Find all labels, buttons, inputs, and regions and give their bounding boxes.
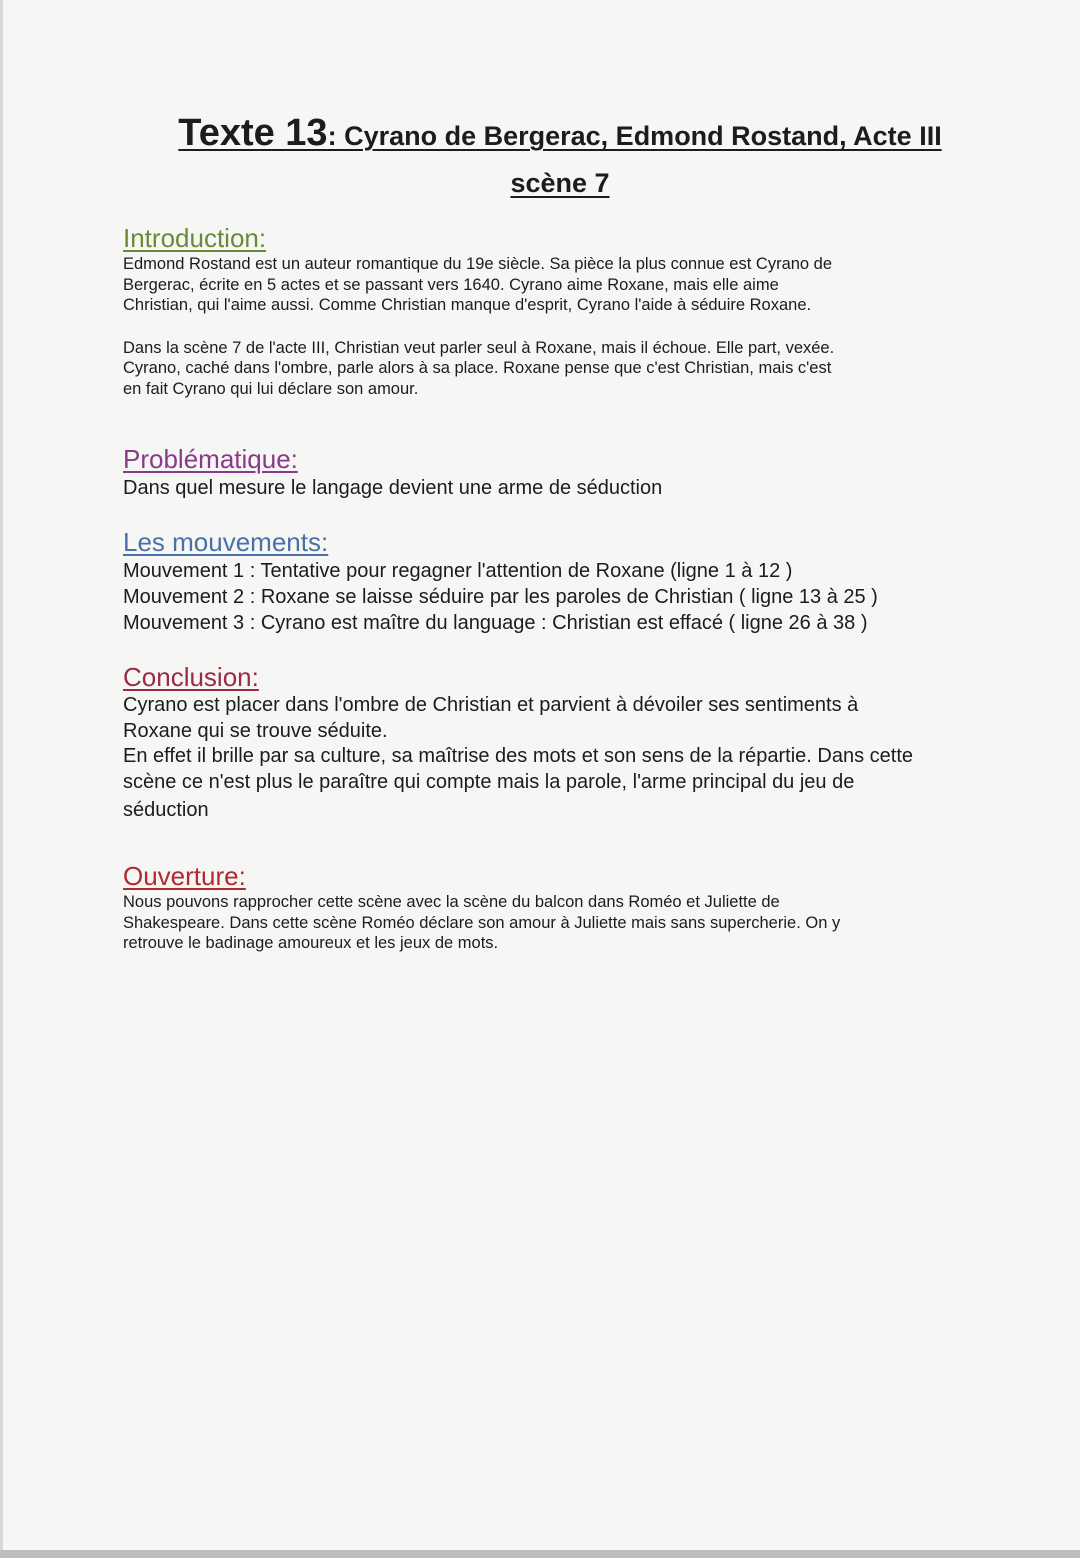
text-line: scène ce n'est plus le paraître qui compte mais la parole, l'arme principal du jeu de <box>123 770 855 793</box>
conclusion-heading: Conclusion: <box>123 662 259 692</box>
ouverture-heading: Ouverture: <box>123 861 246 891</box>
mouvement-item-2: Mouvement 2 : Roxane se laisse séduire par les paroles de Christian ( ligne 13 à 25 ) <box>123 586 878 608</box>
problematique-text: Dans quel mesure le langage devient une arme de séduction <box>123 477 663 499</box>
text-line: Edmond Rostand est un auteur romantique du 19e siècle. Sa pièce la plus connue est Cyrano de <box>123 255 833 273</box>
text-line: Cyrano est placer dans l'ombre de Christian et parvient à dévoiler ses sentiments à <box>123 694 859 716</box>
title-main: Texte 13 <box>178 112 328 154</box>
text-line: Shakespeare. Dans cette scène Roméo déclare son amour à Juliette mais sans supercherie. On y <box>123 913 841 932</box>
introduction-paragraph-1 <box>123 254 1003 316</box>
text-line: séduction <box>123 799 209 821</box>
page-left-edge <box>0 0 3 1558</box>
text-line: Roxane qui se trouve séduite. <box>123 719 388 742</box>
title-subtitle: : Cyrano de Bergerac, Edmond Rostand, Acte III <box>327 121 942 151</box>
ouverture-section <box>123 860 1003 954</box>
text-line: retrouve le badinage amoureux et les jeux de mots. <box>123 934 499 952</box>
title-line-1 <box>140 108 980 166</box>
page-title <box>140 108 980 200</box>
text-line: Bergerac, écrite en 5 actes et se passant vers 1640. Cyrano aime Roxane, mais elle aime <box>123 275 779 294</box>
problematique-heading: Problématique: <box>123 444 298 474</box>
text-line: Dans la scène 7 de l'acte III, Christian veut parler seul à Roxane, mais il échoue. Elle part, vexée. <box>123 338 835 357</box>
text-line: Christian, qui l'aime aussi. Comme Christian manque d'esprit, Cyrano l'aide à séduire Roxane. <box>123 296 812 314</box>
introduction-paragraph-2 <box>123 338 1003 400</box>
title-line-2: scène 7 <box>510 168 610 198</box>
text-line: Nous pouvons rapprocher cette scène avec la scène du balcon dans Roméo et Juliette de <box>123 893 780 911</box>
paragraph-gap <box>123 316 1003 338</box>
mouvement-item-1: Mouvement 1 : Tentative pour regagner l'attention de Roxane (ligne 1 à 12 ) <box>123 560 793 582</box>
mouvements-heading: Les mouvements: <box>123 527 329 557</box>
introduction-section <box>123 222 1003 399</box>
text-line: Cyrano, caché dans l'ombre, parle alors à sa place. Roxane pense que c'est Christian, mais c'est <box>123 359 832 377</box>
problematique-section <box>123 443 1003 501</box>
mouvement-item-3: Mouvement 3 : Cyrano est maître du language : Christian est effacé ( ligne 26 à 38 ) <box>123 612 868 634</box>
page-bottom-edge <box>0 1550 1080 1558</box>
introduction-heading: Introduction: <box>123 223 267 253</box>
mouvements-section <box>123 526 1003 636</box>
text-line: en fait Cyrano qui lui déclare son amour. <box>123 379 419 398</box>
text-line: En effet il brille par sa culture, sa maîtrise des mots et son sens de la répartie. Dans cette <box>123 745 914 767</box>
conclusion-section <box>123 661 1003 824</box>
